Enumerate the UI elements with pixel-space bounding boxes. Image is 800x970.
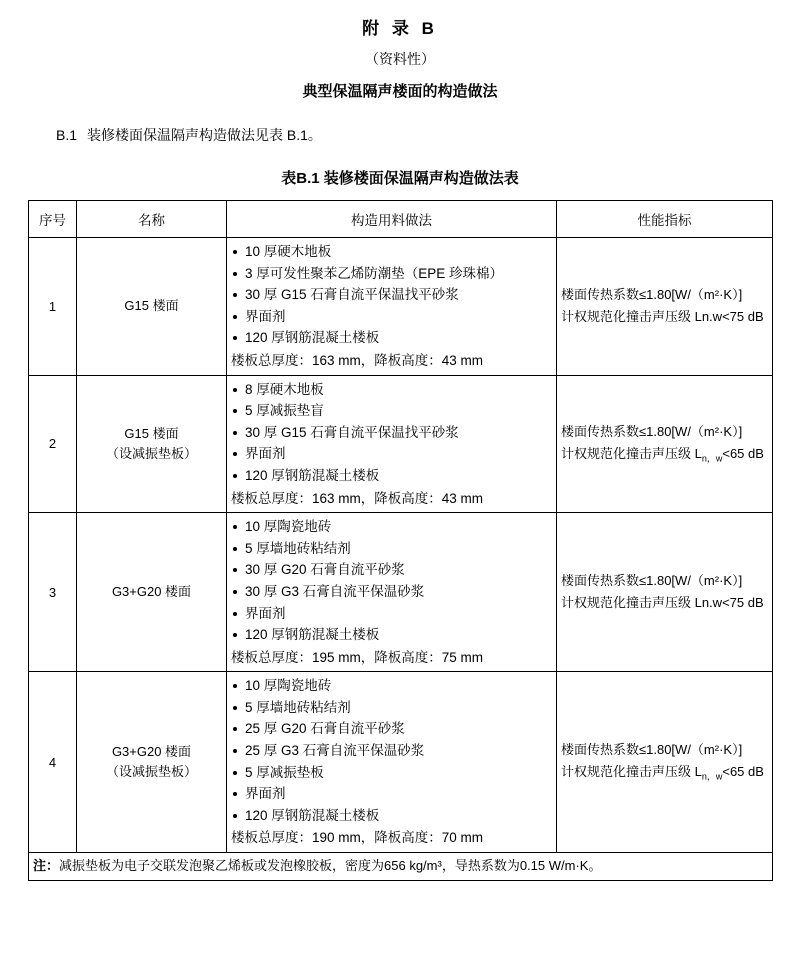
performance-thermal: 楼面传热系数≤1.80[W/（m²·K）] bbox=[561, 742, 743, 758]
layer-item: 10 厚硬木地板 bbox=[231, 241, 552, 263]
performance-thermal: 楼面传热系数≤1.80[W/（m²·K）] bbox=[561, 287, 743, 303]
appendix-subtitle: （资料性） bbox=[365, 51, 435, 67]
layer-item: 界面剂 bbox=[231, 306, 552, 328]
layer-item: 25 厚 G3 石膏自流平保温砂浆 bbox=[231, 740, 552, 762]
layer-list bbox=[231, 675, 552, 826]
note-label: 注： bbox=[33, 858, 60, 874]
cell-name: G15 楼面 bbox=[77, 238, 227, 376]
layer-item: 8 厚硬木地板 bbox=[231, 379, 552, 401]
layer-item: 120 厚钢筋混凝土楼板 bbox=[231, 805, 552, 827]
layer-item: 25 厚 G20 石膏自流平砂浆 bbox=[231, 718, 552, 740]
layer-item: 10 厚陶瓷地砖 bbox=[231, 675, 552, 697]
layer-totals: 楼板总厚度：163 mm，降板高度：43 mm bbox=[231, 352, 484, 368]
cell-construction-layers bbox=[227, 375, 557, 513]
layer-list bbox=[231, 379, 552, 487]
performance-acoustic: 计权规范化撞击声压级 $L_{n,w}<65$ dB bbox=[561, 764, 764, 782]
layer-item: 30 厚 G15 石膏自流平保温找平砂浆 bbox=[231, 284, 552, 306]
cell-performance bbox=[557, 513, 773, 672]
cell-name: G15 楼面 （设减振垫板） bbox=[77, 375, 227, 513]
cell-construction-layers bbox=[227, 238, 557, 376]
cell-name: G3+G20 楼面 bbox=[77, 513, 227, 672]
performance-thermal: 楼面传热系数≤1.80[W/（m²·K）] bbox=[561, 423, 743, 439]
layer-item: 界面剂 bbox=[231, 603, 552, 625]
performance-subscript: n，w bbox=[701, 771, 723, 782]
layer-item: 5 厚减振垫板 bbox=[231, 762, 552, 784]
table-row bbox=[29, 238, 773, 376]
construction-table bbox=[28, 200, 773, 881]
table-note bbox=[29, 853, 773, 881]
appendix-heading: 典型保温隔声楼面的构造做法 bbox=[302, 83, 498, 100]
layer-item: 120 厚钢筋混凝土楼板 bbox=[231, 624, 552, 646]
cell-seq: 3 bbox=[29, 513, 77, 672]
table-row bbox=[29, 375, 773, 513]
cell-seq: 1 bbox=[29, 238, 77, 376]
cell-construction-layers bbox=[227, 513, 557, 672]
performance-thermal: 楼面传热系数≤1.80[W/（m²·K）] bbox=[561, 573, 743, 589]
layer-totals: 楼板总厚度：190 mm，降板高度：70 mm bbox=[231, 830, 484, 846]
cell-performance bbox=[557, 375, 773, 513]
header-name: 名称 bbox=[77, 201, 227, 238]
layer-list bbox=[231, 241, 552, 349]
layer-item: 120 厚钢筋混凝土楼板 bbox=[231, 327, 552, 349]
table-header-row bbox=[29, 201, 773, 238]
layer-item: 120 厚钢筋混凝土楼板 bbox=[231, 465, 552, 487]
performance-subscript: n，w bbox=[701, 453, 723, 464]
table-body bbox=[29, 238, 773, 853]
cell-performance bbox=[557, 238, 773, 376]
cell-performance bbox=[557, 672, 773, 853]
cell-construction-layers bbox=[227, 672, 557, 853]
note-text: 减振垫板为电子交联发泡聚乙烯板或发泡橡胶板，密度为656 kg/m³，导热系数为0.15 W/m·K。 bbox=[59, 858, 602, 874]
layer-item: 5 厚减振垫盲 bbox=[231, 400, 552, 422]
performance-acoustic: 计权规范化撞击声压级 $L_{n,w}<65$ dB bbox=[561, 445, 764, 464]
performance-acoustic: 计权规范化撞击声压级 Ln.w<75 dB bbox=[561, 595, 764, 611]
layer-list bbox=[231, 516, 552, 646]
cell-seq: 2 bbox=[29, 375, 77, 513]
clause-b1 bbox=[56, 125, 772, 145]
header-performance: 性能指标 bbox=[557, 201, 773, 238]
table-row bbox=[29, 672, 773, 853]
layer-totals: 楼板总厚度：195 mm，降板高度：75 mm bbox=[231, 649, 484, 665]
appendix-title: 附 录 B bbox=[362, 19, 438, 38]
layer-item: 界面剂 bbox=[231, 783, 552, 805]
layer-item: 5 厚墙地砖粘结剂 bbox=[231, 538, 552, 560]
table-row bbox=[29, 513, 773, 672]
header-make: 构造用料做法 bbox=[227, 201, 557, 238]
header-seq: 序号 bbox=[29, 201, 77, 238]
clause-text: 装修楼面保温隔声构造做法见表 B.1。 bbox=[87, 127, 322, 143]
table-caption: 表B.1 装修楼面保温隔声构造做法表 bbox=[281, 170, 519, 187]
layer-item: 30 厚 G20 石膏自流平砂浆 bbox=[231, 559, 552, 581]
table-note-row bbox=[29, 853, 773, 881]
layer-item: 5 厚墙地砖粘结剂 bbox=[231, 697, 552, 719]
layer-item: 3 厚可发性聚苯乙烯防潮垫（EPE 珍珠棉） bbox=[231, 263, 552, 285]
layer-item: 30 厚 G3 石膏自流平保温砂浆 bbox=[231, 581, 552, 603]
layer-totals: 楼板总厚度：163 mm，降板高度：43 mm bbox=[231, 490, 484, 506]
layer-item: 界面剂 bbox=[231, 443, 552, 465]
clause-number: B.1 bbox=[56, 127, 78, 143]
layer-item: 10 厚陶瓷地砖 bbox=[231, 516, 552, 538]
performance-acoustic: 计权规范化撞击声压级 Ln.w<75 dB bbox=[561, 309, 764, 325]
cell-seq: 4 bbox=[29, 672, 77, 853]
document-page bbox=[0, 14, 800, 970]
layer-item: 30 厚 G15 石膏自流平保温找平砂浆 bbox=[231, 422, 552, 444]
cell-name: G3+G20 楼面 （设减振垫板） bbox=[77, 672, 227, 853]
